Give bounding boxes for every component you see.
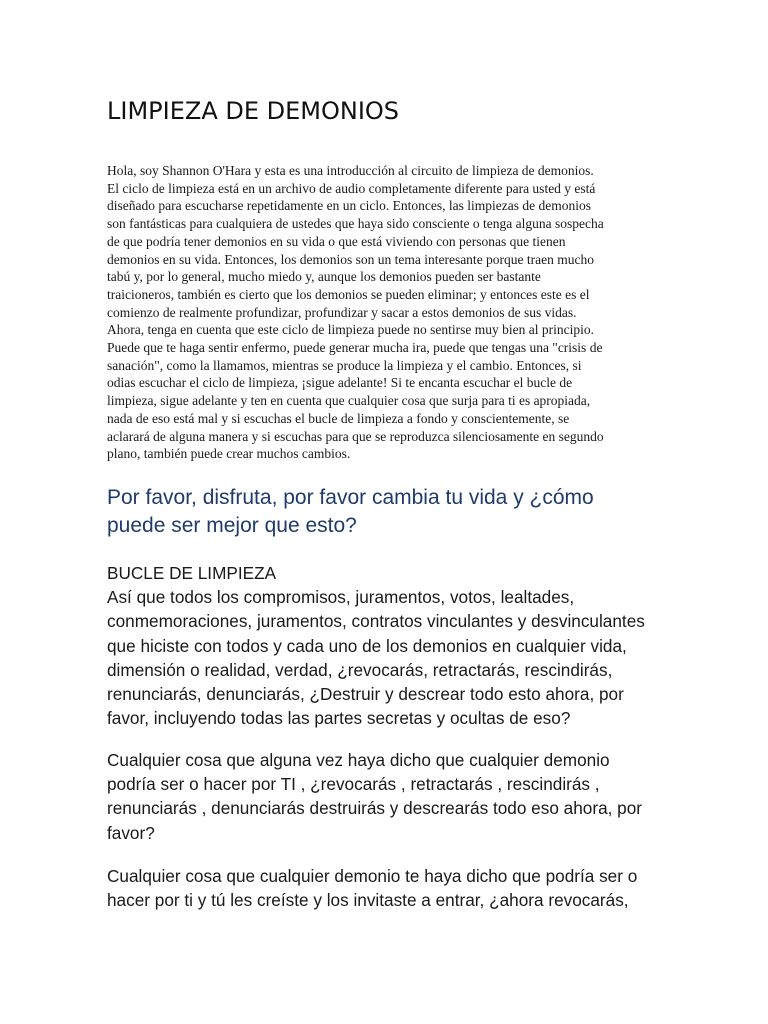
intro-line: nada de eso está mal y si escuchas el bucle de limpieza a fondo y conscientemente, se [107, 410, 570, 426]
paragraph-line: dimensión o realidad, verdad, ¿revocarás, retractarás, rescindirás, [107, 659, 613, 680]
intro-line: demonios en su vida. Entonces, los demonios son un tema interesante porque traen mucho [107, 251, 595, 267]
paragraph-line: renunciarás , denunciarás destruirás y descrearás todo eso ahora, por [107, 798, 643, 819]
heading-line: Por favor, disfruta, por favor cambia tu vida y ¿cómo [107, 486, 594, 509]
intro-line: limpieza, sigue adelante y ten en cuenta que cualquier cosa que surja para ti es apropiada, [107, 393, 591, 409]
intro-line: son fantásticas para cualquiera de ustedes que haya sido consciente o tenga alguna sospecha [107, 216, 604, 232]
heading-line: puede ser mejor que esto? [107, 514, 357, 537]
paragraph-line: BUCLE DE LIMPIEZA [107, 563, 277, 583]
paragraph-line: conmemoraciones, juramentos, contratos vinculantes y desvinculantes [107, 611, 645, 632]
intro-line: aclarará de alguna manera y si escuchas para que se reproduzca silenciosamente en segundo [107, 428, 604, 444]
second-paragraph [107, 748, 707, 845]
paragraph-line: favor? [107, 822, 155, 843]
third-paragraph [107, 864, 707, 912]
paragraph-line: Así que todos los compromisos, juramentos, votos, lealtades, [107, 587, 575, 608]
intro-line: odias escuchar el ciclo de limpieza, ¡sigue adelante! Si te encanta escuchar el bucle de [107, 375, 573, 391]
paragraph-line: podría ser o hacer por TI , ¿revocarás , retractarás , rescindirás , [107, 774, 600, 795]
paragraph-line: hacer por ti y tú les creíste y los invitaste a entrar, ¿ahora revocarás, [107, 890, 629, 911]
document-title: LIMPIEZA DE DEMONIOS [107, 97, 400, 125]
intro-line: tabú y, por lo general, mucho miedo y, aunque los demonios pueden ser bastante [107, 269, 541, 285]
intro-line: El ciclo de limpieza está en un archivo de audio completamente diferente para usted y está [107, 180, 596, 196]
intro-line: Puede que te haga sentir enfermo, puede generar mucha ira, puede que tengas una "crisis de [107, 340, 603, 356]
paragraph-line: renunciarás, denunciarás, ¿Destruir y descrear todo esto ahora, por [107, 684, 624, 705]
intro-line: comienzo de realmente profundizar, profundizar y sacar a estos demonios de sus vidas. [107, 304, 577, 320]
paragraph-line: favor, incluyendo todas las partes secretas y ocultas de eso? [107, 708, 571, 729]
intro-line: de que podría tener demonios en su vida o que está viviendo con personas que tienen [107, 233, 566, 249]
intro-line: traicioneros, también es cierto que los demonios se pueden eliminar; y entonces este es el [107, 286, 590, 302]
intro-line: Ahora, tenga en cuenta que este ciclo de limpieza puede no sentirse muy bien al principio. [107, 322, 594, 338]
cleansing-loop-paragraph [107, 561, 707, 730]
intro-line: diseñado para escucharse repetidamente en un ciclo. Entonces, las limpiezas de demonios [107, 198, 591, 214]
paragraph-line: Cualquier cosa que cualquier demonio te haya dicho que podría ser o [107, 866, 638, 886]
intro-paragraph [107, 162, 667, 463]
paragraph-line: Cualquier cosa que alguna vez haya dicho que cualquier demonio [107, 750, 610, 770]
section-heading [107, 484, 707, 540]
intro-line: Hola, soy Shannon O'Hara y esta es una introducción al circuito de limpieza de demonios. [107, 163, 594, 178]
paragraph-line: que hiciste con todos y cada uno de los demonios en cualquier vida, [107, 635, 627, 656]
intro-line: plano, también puede crear muchos cambios. [107, 446, 351, 462]
intro-line: sanación", como la llamamos, mientras se produce la limpieza y el cambio. Entonces, si [107, 357, 582, 373]
